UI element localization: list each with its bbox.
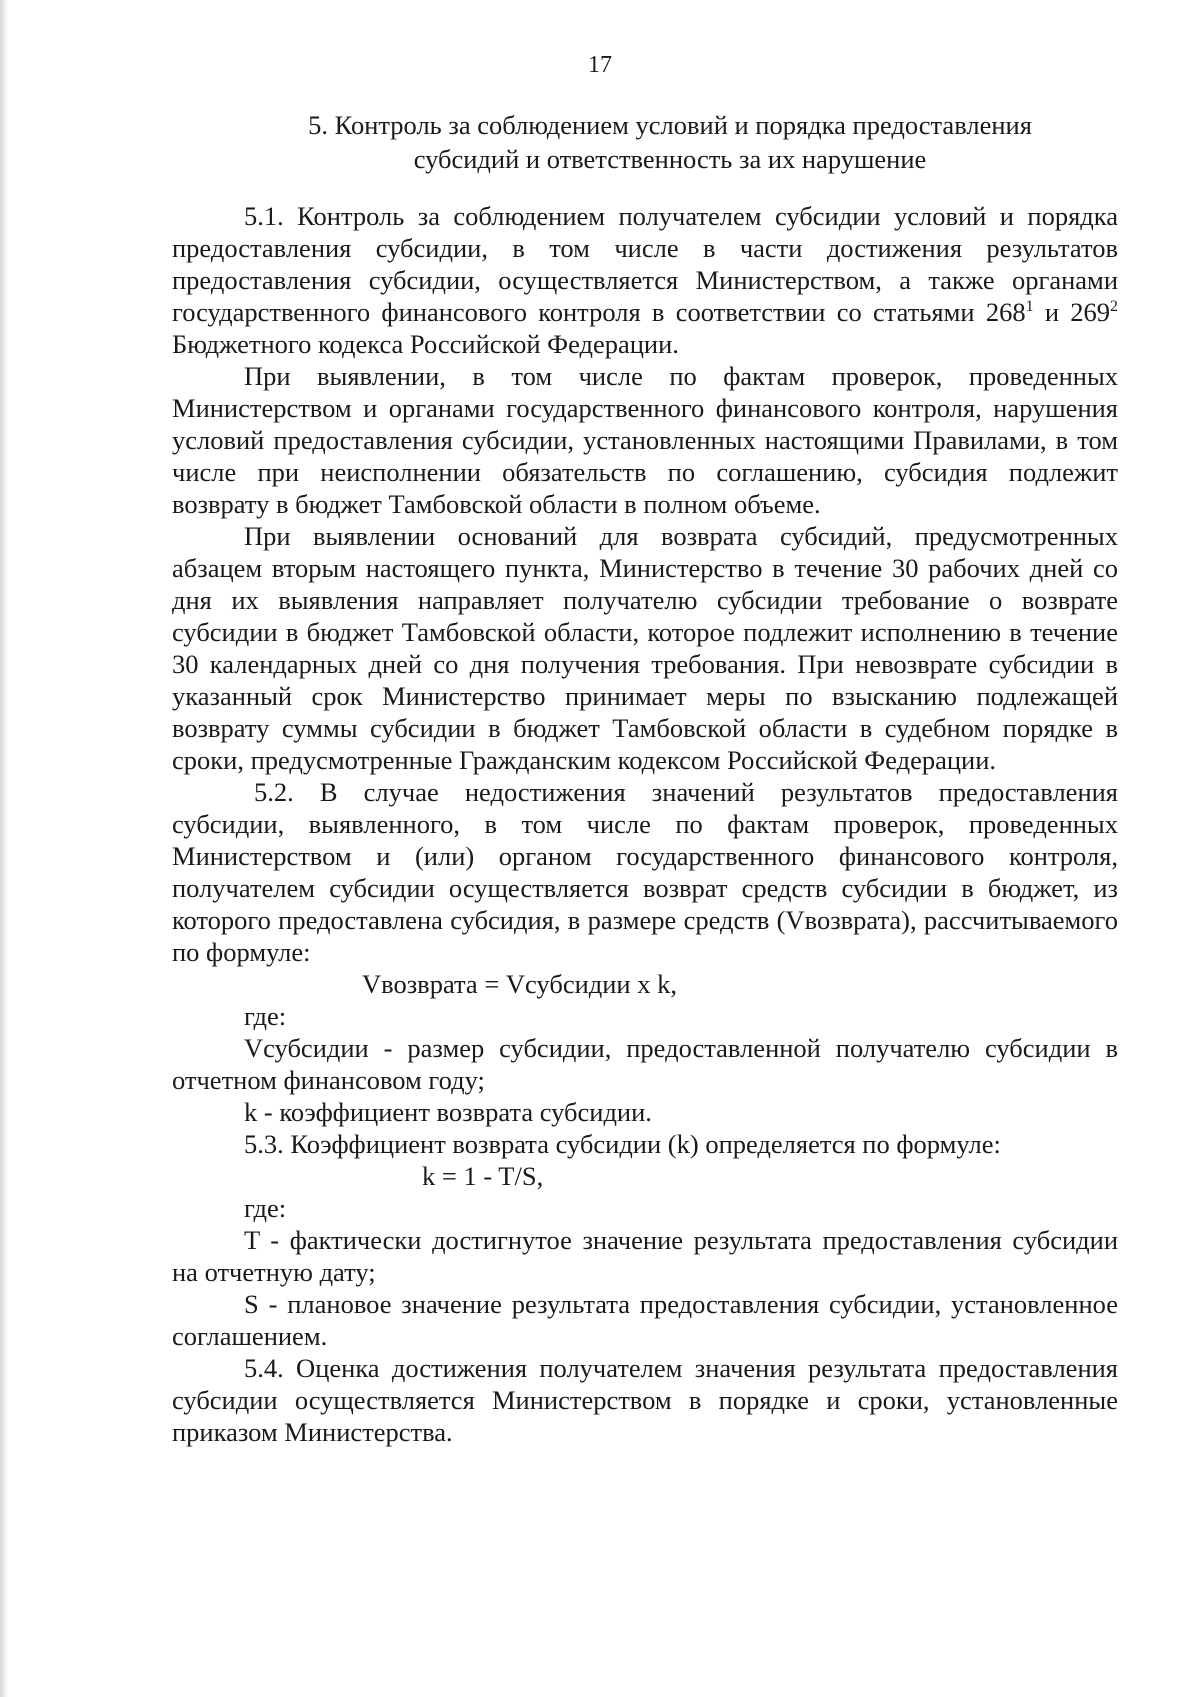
page-number: 17 <box>588 52 612 78</box>
paragraph-5-1-mid: и 269 <box>1033 297 1111 327</box>
heading-line-1: 5. Контроль за соблюдением условий и порядка предоставления <box>308 110 1032 140</box>
paragraph-5-1-text: 5.1. Контроль за соблюдением получателем субсидии условий и порядка предоставления субсидии, в том числе в части достижения результатов предоставления субсидии, осуществляется Министерством, а также органами государственного финансового контроля в соответствии со статьями 268 <box>172 201 1118 327</box>
formula-coefficient: k = 1 - T/S, <box>422 1161 544 1191</box>
where-label-1: где: <box>244 1001 287 1031</box>
definition-v-subsidy: Vсубсидии - размер субсидии, предоставленной получателю субсидии в отчетном финансовом году; <box>172 1033 1118 1095</box>
superscript-1: 1 <box>1025 298 1034 316</box>
paragraph-5-4: 5.4. Оценка достижения получателем значения результата предоставления субсидии осуществляется Министерством в порядке и сроки, установленные приказом Министерства. <box>172 1353 1118 1447</box>
formula-return-amount: Vвозврата = Vсубсидии x k, <box>362 969 677 999</box>
heading-line-2: субсидий и ответственность за их нарушение <box>413 144 927 174</box>
paragraph-violation: При выявлении, в том числе по фактам проверок, проведенных Министерством и органами государственного финансового контроля, нарушения условий предоставления субсидии, установленных настоящими Правилами, в том числе при неисполнении обязательств по соглашению, субсидия подлежит возврату в бюджет Тамбовской области в полном объеме. <box>172 361 1118 519</box>
paragraph-return-grounds: При выявлении оснований для возврата субсидий, предусмотренных абзацем вторым настоящего пункта, Министерство в течение 30 рабочих дней со дня их выявления направляет получателю субсидии требование о возврате субсидии в бюджет Тамбовской области, которое подлежит исполнению в течение 30 календарных дней со дня получения требования. При невозврате субсидии в указанный срок Министерство принимает меры по взысканию подлежащей возврату суммы субсидии в бюджет Тамбовской области в судебном порядке в сроки, предусмотренные Гражданским кодексом Российской Федерации. <box>172 521 1118 775</box>
where-label-2: где: <box>244 1193 287 1223</box>
scan-edge <box>0 0 8 1697</box>
definition-s: S - плановое значение результата предоставления субсидии, установленное соглашением. <box>172 1289 1118 1351</box>
paragraph-5-1 <box>172 200 1118 360</box>
section-heading <box>250 108 1090 176</box>
paragraph-5-1-end: Бюджетного кодекса Российской Федерации. <box>172 329 679 359</box>
definition-t: T - фактически достигнутое значение результата предоставления субсидии на отчетную дату; <box>172 1225 1118 1287</box>
superscript-2: 2 <box>1110 298 1118 316</box>
document-body <box>172 200 1118 1448</box>
paragraph-5-3: 5.3. Коэффициент возврата субсидии (k) определяется по формуле: <box>244 1129 1001 1159</box>
paragraph-5-2: 5.2. В случае недостижения значений результатов предоставления субсидии, выявленного, в том числе по фактам проверок, проведенных Министерством и (или) органом государственного финансового контроля, получателем субсидии осуществляется возврат средств субсидии в бюджет, из которого предоставлена субсидия, в размере средств (Vвозврата), рассчитываемого по формуле: <box>172 777 1118 967</box>
definition-k: k - коэффициент возврата субсидии. <box>244 1097 652 1127</box>
